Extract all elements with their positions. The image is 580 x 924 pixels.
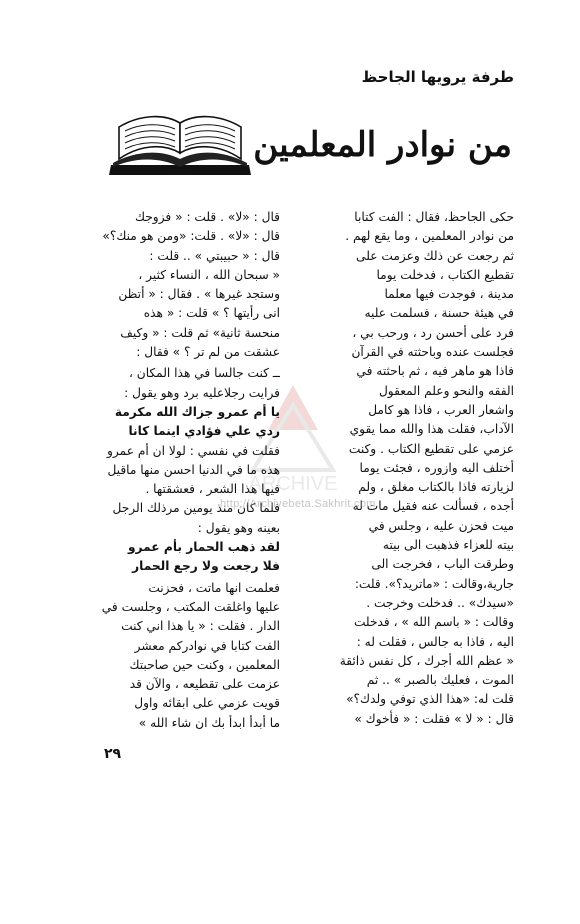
text-line: فيها هذا الشعر ، فعشقتها . xyxy=(145,482,280,497)
text-line: الدار . فقلت : « يا هذا اني كنت xyxy=(121,619,280,634)
text-line: قال : «لا» . قلت: «ومن هو منك؟» xyxy=(102,229,280,244)
text-line: عزمت على تقطيعه ، والآن قد xyxy=(129,677,280,692)
article-kicker: طرفة يرويها الجاحظ xyxy=(361,68,514,86)
text-line: الموت ، فعليك بالصبر » .. ثم xyxy=(366,673,514,688)
text-line: بيته للعزاء فذهبت الى بيته xyxy=(382,538,514,553)
text-line: « عظم الله أجرك ، كل نفس ذائقة xyxy=(339,653,514,668)
text-line: اليه ، فاذا به جالس ، فقلت له : xyxy=(356,634,514,649)
text-line: حكى الجاحظ، فقال : الفت كتابا xyxy=(354,210,514,224)
text-line: انى رأيتها ؟ » قلت : « هذه xyxy=(143,306,280,321)
text-line: في هيئة حسنة ، فسلمت عليه xyxy=(364,306,514,321)
text-line: قلت له: «هذا الذي توفي ولدك؟» xyxy=(346,692,514,707)
text-line: فلا رجعت ولا رجع الحمار xyxy=(132,559,280,574)
text-line: ــ كنت جالسا في هذا المكان ، xyxy=(128,366,280,381)
text-line: قال : « حبيبتي » .. قلت : xyxy=(149,248,280,263)
text-line: عزمي على تقطيع الكتاب . وكنت xyxy=(348,441,514,456)
text-column-left xyxy=(70,208,280,733)
text-line: مدينة ، فوجدت فيها معلما xyxy=(384,287,514,302)
article-title: من نوادر المعلمين xyxy=(253,125,512,165)
text-line: «سيدك» .. فدخلت وخرجت . xyxy=(366,595,514,610)
text-line: فرايت رجلاعليه برد وهو يقول : xyxy=(124,385,280,400)
text-line: أختلف اليه وازوره ، فجئت يوما xyxy=(359,460,514,475)
text-line: فلما كان منذ يومين مرذلك الرجل xyxy=(112,501,280,516)
text-line: لزيارته فاذا بالكتاب مغلق ، ولم xyxy=(358,480,514,495)
text-line: وستجد غيرها » . فقال : « أتظن xyxy=(118,287,280,302)
text-line: فاذا هو ماهر فيه ، ثم باحثته في xyxy=(356,364,514,379)
text-column-right xyxy=(304,208,514,729)
text-line: أجده ، فسألت عنه فقيل مات له xyxy=(352,499,514,514)
text-line: هذه ما في الدنيا احسن منها ماقيل xyxy=(107,462,280,477)
text-line: عليها واغلقت المكتب ، وجلست في xyxy=(101,599,280,614)
text-line: من نوادر المعلمين ، وما يقع لهم . xyxy=(345,229,514,244)
text-line: واشعار العرب ، فاذا هو كامل xyxy=(368,402,514,417)
text-line: ثم رجعت عن ذلك وعزمت على xyxy=(356,248,514,263)
text-line: « سبحان الله ، النساء كثير ، xyxy=(138,267,280,282)
page-number: ٢٩ xyxy=(104,746,122,762)
watermark-url: http://Archivebeta.Sakhrit.com xyxy=(220,498,376,510)
text-line: قال : «لا» . قلت : « فزوجك xyxy=(135,210,280,224)
text-line: عشقت من لم تر ؟ » فقال : xyxy=(136,345,280,360)
text-line: بعينه وهو يقول : xyxy=(197,520,280,535)
text-line: قويت عزمي على ابقائه واول xyxy=(134,696,280,711)
text-line: ما أبدأ ابدأ بك ان شاء الله » xyxy=(138,715,280,730)
text-line: وطرقت الباب ، فخرجت الى xyxy=(371,557,514,572)
text-line: لقد ذهب الحمار بأم عمرو xyxy=(127,540,280,555)
text-line: تقطيع الكتاب ، فدخلت يوما xyxy=(376,267,514,282)
text-line: قال : « لا » فقلت : « فأخوك » xyxy=(354,711,514,726)
text-line: ميت فحزن عليه ، وجلس في xyxy=(368,518,514,533)
text-line: وقالت : « باسم الله » ، فدخلت xyxy=(353,615,514,630)
watermark-logo-text: ARCHIVE xyxy=(248,473,338,495)
text-line: ردي علي فؤادي اينما كانا xyxy=(128,424,280,439)
text-line: فرد على أحسن رد ، ورحب بي ، xyxy=(352,325,514,340)
text-line: جارية،وقالت : «ماتريد؟». قلت: xyxy=(354,576,514,591)
text-line: فقلت في نفسي : لولا ان أم عمرو xyxy=(107,443,280,458)
text-line: الآداب، فقلت هذا والله مما يقوي xyxy=(349,422,514,437)
text-line: الفقه والنحو وعلم المعقول xyxy=(378,383,514,398)
text-line: الفت كتابا في نوادركم معشر xyxy=(134,638,280,653)
text-line: فجلست عنده وباحثته في القرآن xyxy=(351,345,514,360)
text-line: يا أم عمرو جزاك الله مكرمة xyxy=(114,404,280,419)
open-book-icon xyxy=(105,115,255,177)
text-line: فعلمت انها ماتت ، فحزنت xyxy=(148,580,280,595)
text-line: المعلمين ، وكنت حين صاحبتك xyxy=(129,657,280,672)
text-line: منحسة ثانية» ثم قلت : « وكيف xyxy=(120,325,280,340)
